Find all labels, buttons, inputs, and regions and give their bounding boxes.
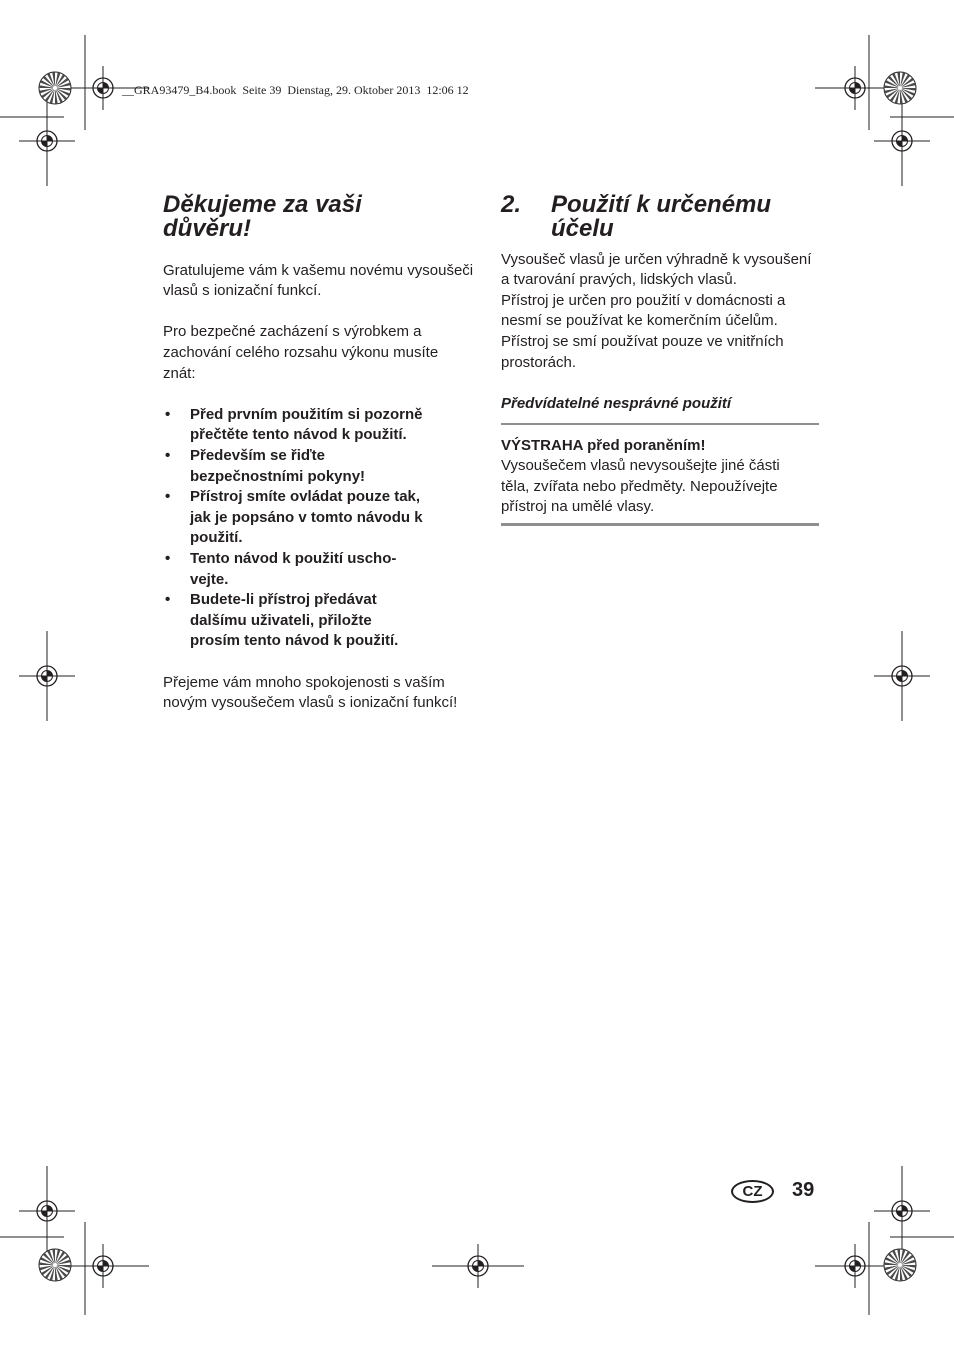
- divider: [501, 523, 819, 526]
- print-slug-line: __GRA93479_B4.book Seite 39 Dienstag, 29. Oktober 2013 12:06 12: [122, 83, 469, 97]
- text-line: znát:: [163, 364, 196, 382]
- registration-mark-icon: [874, 96, 930, 186]
- text-line: bezpečnostními pokyny!: [190, 467, 366, 485]
- heading-line: Děkujeme za vaši: [163, 191, 362, 218]
- bullet-icon: •: [165, 550, 171, 567]
- sunburst-center: [53, 1263, 57, 1267]
- section-title: [551, 193, 771, 241]
- sunburst-target-icon: [39, 1249, 71, 1281]
- text-line: přečtěte tento návod k použití.: [190, 426, 407, 444]
- misuse-subheading: Předvídatelné nesprávné použití: [501, 394, 732, 412]
- registration-mark-icon: [815, 1244, 895, 1288]
- thank-you-section: [163, 261, 483, 735]
- bullet-icon: •: [165, 447, 171, 465]
- text-line: Přejeme vám mnoho spokojenosti s vaším: [163, 673, 445, 691]
- sunburst-target-icon: [884, 1249, 916, 1281]
- sunburst-center: [898, 86, 902, 90]
- intended-use-paragraph: [501, 250, 821, 374]
- text-line: dalšímu uživateli, přiložte: [190, 611, 372, 629]
- divider: [501, 423, 819, 426]
- registration-mark-icon: [19, 96, 75, 186]
- safety-bullet-list: [163, 405, 483, 652]
- language-badge: CZ: [731, 1180, 774, 1203]
- sunburst-center: [898, 1263, 902, 1267]
- heading-line: účelu: [551, 215, 614, 242]
- sunburst-target-icon: [39, 72, 71, 104]
- sunburst-target-icon: [884, 72, 916, 104]
- registration-mark-icon: [19, 631, 75, 721]
- text-line: použití.: [190, 529, 243, 547]
- text-line: Přístroj smíte ovládat pouze tak,: [190, 488, 421, 506]
- heading-line: důvěru!: [163, 215, 252, 242]
- list-item: [163, 405, 483, 446]
- list-item: [163, 446, 483, 487]
- warning-title: VÝSTRAHA před poraněním!: [501, 436, 706, 454]
- registration-mark-icon: [874, 631, 930, 721]
- sunburst-center: [53, 86, 57, 90]
- text-line: vlasů s ionizační funkcí.: [163, 282, 322, 300]
- text-line: prostorách.: [501, 353, 577, 371]
- text-line: přístroj na umělé vlasy.: [501, 498, 655, 516]
- warning-block: [501, 436, 821, 518]
- text-line: Přístroj se smí používat pouze ve vnitřních: [501, 333, 784, 351]
- page-number: 39: [792, 1179, 815, 1201]
- text-line: Tento návod k použití uscho-: [190, 550, 397, 567]
- text-line: Přístroj je určen pro použití v domácnosti a: [501, 291, 786, 309]
- page-title: [163, 193, 362, 241]
- bullet-icon: •: [165, 488, 171, 506]
- text-line: prosím tento návod k použití.: [190, 632, 399, 650]
- registration-mark-icon: [19, 1166, 75, 1256]
- text-line: nesmí se používat ke komerčním účelům.: [501, 312, 778, 330]
- text-line: Vysoušeč vlasů je určen výhradně k vysoušení: [501, 250, 812, 268]
- list-item: [163, 590, 483, 652]
- text-line: Před prvním použitím si pozorně: [190, 405, 423, 423]
- bullet-icon: •: [165, 591, 171, 609]
- text-line: novým vysoušečem vlasů s ionizační funkcí!: [163, 694, 458, 712]
- intended-use-section: [501, 250, 821, 526]
- text-line: jak je popsáno v tomto návodu k: [190, 508, 423, 526]
- text-line: a tvarování pravých, lidských vlasů.: [501, 271, 737, 289]
- registration-mark-icon: [432, 1244, 524, 1288]
- list-item: [163, 487, 483, 549]
- safety-intro-paragraph: [163, 322, 483, 384]
- text-line: vejte.: [190, 570, 229, 588]
- registration-mark-icon: [815, 66, 895, 110]
- text-line: Budete-li přístroj předávat: [190, 591, 377, 609]
- closing-paragraph: [163, 673, 483, 714]
- text-line: zachování celého rozsahu výkonu musíte: [163, 344, 439, 362]
- text-line: Pro bezpečné zacházení s výrobkem a: [163, 323, 422, 341]
- registration-mark-icon: [874, 1166, 930, 1256]
- text-line: těla, zvířata nebo předměty. Nepoužívejte: [501, 477, 778, 495]
- text-line: Především se řiďte: [190, 447, 326, 465]
- intro-paragraph: [163, 261, 483, 302]
- text-line: Vysoušečem vlasů nevysoušejte jiné části: [501, 457, 780, 475]
- bullet-icon: •: [165, 405, 171, 423]
- section-number: 2.: [501, 191, 522, 218]
- list-item: [163, 549, 483, 590]
- heading-line: Použití k určenému: [551, 191, 772, 218]
- text-line: Gratulujeme vám k vašemu novému vysoušeči: [163, 261, 474, 279]
